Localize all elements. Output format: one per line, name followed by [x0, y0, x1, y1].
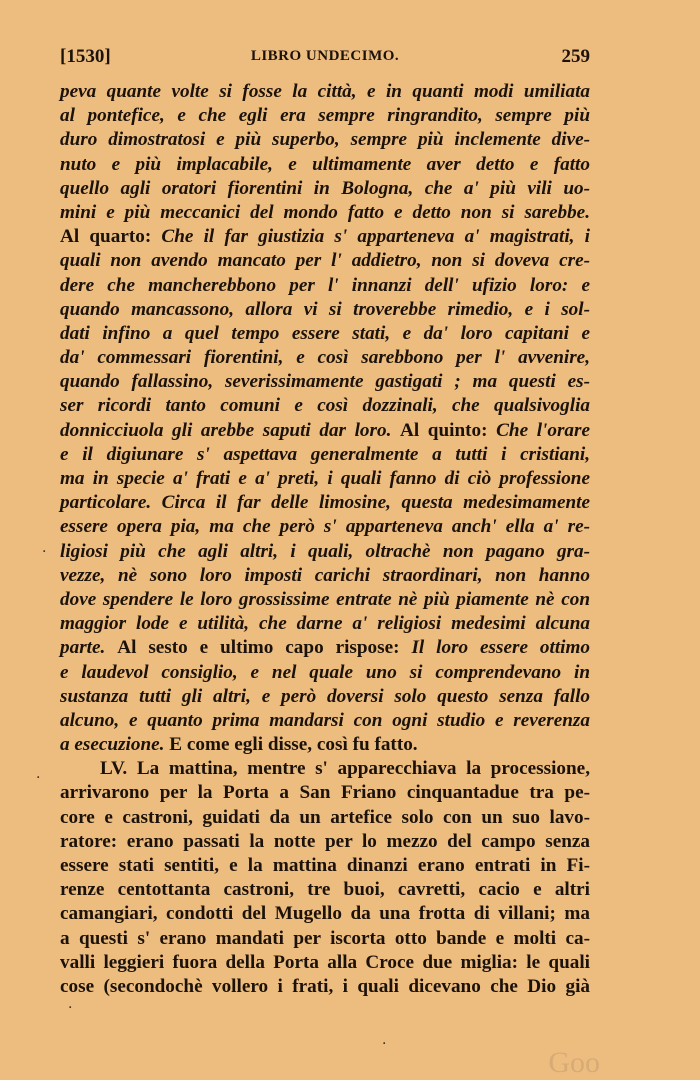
italic-text: alcuno, e quanto prima mandarsi con ogni studio e reverenza [60, 709, 590, 731]
italic-text: essere opera pia, ma che però s' apparteneva anch' ella a' re- [60, 516, 590, 538]
text-line [60, 830, 590, 854]
italic-text: nuto e più implacabile, e ultimamente aver detto e fatto [60, 153, 590, 175]
roman-text: core e castroni, guidati da un artefice solo con un suo lavo- [60, 806, 590, 828]
italic-text: al pontefice, e che egli era sempre ringrandito, sempre più [60, 105, 590, 127]
italic-text: da' commessari fiorentini, e così sarebbono per l' avvenire, [60, 347, 590, 369]
text-line [60, 249, 590, 273]
margin-dot: · [382, 1036, 387, 1052]
margin-dot: · [68, 1000, 73, 1016]
text-line [60, 540, 590, 564]
margin-dot: · [42, 544, 47, 560]
text-line [60, 588, 590, 612]
page-number: 259 [561, 46, 590, 67]
text-line [60, 612, 590, 636]
header-book-title: LIBRO UNDECIMO. [250, 48, 400, 64]
text-line [60, 80, 590, 104]
roman-text: valli leggieri fuora della Porta alla Croce due miglia: le quali [60, 951, 590, 973]
text-line [60, 733, 590, 757]
text-line [60, 854, 590, 878]
roman-text: LV. La mattina, mentre s' apparecchiava la processione, [100, 758, 590, 780]
italic-text: e laudevol consiglio, e nel quale uno si comprendevano in [60, 661, 590, 683]
italic-text: ma in specie a' frati e a' preti, i quali fanno di ciò professione [60, 468, 590, 489]
roman-text: E come egli disse, così fu fatto. [169, 734, 418, 756]
roman-text: cose (secondochè vollero i frati, i quali dicevano che Dio già [60, 975, 590, 997]
italic-text: parte. [60, 637, 118, 659]
italic-text: Che il far giustizia s' apparteneva a' magistrati, i [161, 226, 591, 248]
text-line [60, 564, 590, 588]
roman-text: Al quarto: [60, 226, 162, 248]
roman-text: ratore: erano passati la notte per lo mezzo del campo senza [60, 830, 590, 852]
italic-text: dove spendere le loro grossissime entrate nè più piamente nè con [60, 588, 590, 610]
text-line [60, 322, 590, 346]
text-line [60, 419, 590, 443]
text-line [60, 394, 590, 418]
roman-text: arrivarono per la Porta a San Friano cinquantadue tra pe- [60, 782, 590, 804]
italic-text: quando fallassino, severissimamente gastigati ; ma questi es- [60, 371, 590, 393]
italic-text: e il digiunare s' aspettava generalmente a tutti i cristiani, [60, 443, 590, 465]
italic-text: duro dimostratosi e più superbo, sempre più inclemente dive- [60, 129, 590, 151]
margin-dot: · [36, 770, 41, 786]
roman-text: Al sesto e ultimo capo rispose: [117, 637, 412, 659]
header-year: [1530] [60, 46, 111, 67]
text-line [60, 927, 590, 951]
text-line [60, 975, 590, 999]
text-line [60, 515, 590, 539]
roman-text: Al quinto: [400, 419, 497, 441]
text-line [60, 467, 590, 491]
text-line [60, 491, 590, 515]
italic-text: sustanza tutti gli altri, e però doversi solo questo senza fallo [60, 685, 590, 707]
italic-text: maggior lode e utilità, che darne a' religiosi medesimi alcuna [60, 613, 590, 635]
roman-text: camangiari, condotti del Mugello da una frotta di villani; ma [60, 903, 590, 925]
text-line [60, 709, 590, 733]
text-line [60, 128, 590, 152]
italic-text: vezze, nè sono loro imposti carichi straordinari, non hanno [60, 564, 590, 586]
text-line [60, 370, 590, 394]
text-line [60, 661, 590, 685]
roman-text: renze centottanta castroni, tre buoi, cavretti, cacio e altri [60, 879, 590, 901]
roman-text: a questi s' erano mandati per iscorta otto bande e molti ca- [60, 927, 590, 949]
italic-text: donnicciuola gli arebbe saputi dar loro. [60, 419, 400, 441]
text-line [60, 757, 590, 781]
text-line [60, 443, 590, 467]
italic-text: dati infino a quel tempo essere stati, e da' loro capitani e [60, 322, 590, 344]
page-header [60, 46, 590, 74]
text-line [60, 177, 590, 201]
italic-text: quando mancassono, allora vi si troverebbe rimedio, e i sol- [60, 298, 590, 320]
text-line [60, 225, 590, 249]
text-line [60, 274, 590, 298]
italic-text: mini e più meccanici del mondo fatto e detto non si sarebbe. [60, 201, 590, 223]
watermark-logo: Goo [548, 1046, 600, 1079]
text-line [60, 781, 590, 805]
roman-text: essere stati sentiti, e la mattina dinanzi erano entrati in Fi- [60, 855, 590, 876]
italic-text: peva quante volte si fosse la città, e in quanti modi umiliata [60, 81, 590, 102]
italic-text: ligiosi più che agli altri, i quali, oltrachè non pagano gra- [60, 540, 590, 562]
italic-text: quali non avendo mancato per l' addietro, non si doveva cre- [60, 250, 590, 272]
text-line [60, 685, 590, 709]
italic-text: quello agli oratori fiorentini in Bologna, che a' più vili uo- [60, 177, 590, 199]
text-line [60, 104, 590, 128]
text-line [60, 636, 590, 660]
text-line [60, 346, 590, 370]
body-text [60, 80, 590, 999]
text-line [60, 201, 590, 225]
italic-text: particolare. Circa il far delle limosine, questa medesimamente [60, 492, 590, 514]
italic-text: Il loro essere ottimo [411, 637, 590, 659]
italic-text: dere che mancherebbono per l' innanzi dell' ufizio loro: e [60, 274, 590, 296]
italic-text: a esecuzione. [60, 734, 170, 756]
text-line [60, 878, 590, 902]
italic-text: Che l'orare [496, 419, 591, 441]
italic-text: ser ricordi tanto comuni e così dozzinali, che qualsivoglia [60, 395, 590, 417]
text-line [60, 153, 590, 177]
text-line [60, 902, 590, 926]
text-line [60, 951, 590, 975]
text-line [60, 806, 590, 830]
text-line [60, 298, 590, 322]
